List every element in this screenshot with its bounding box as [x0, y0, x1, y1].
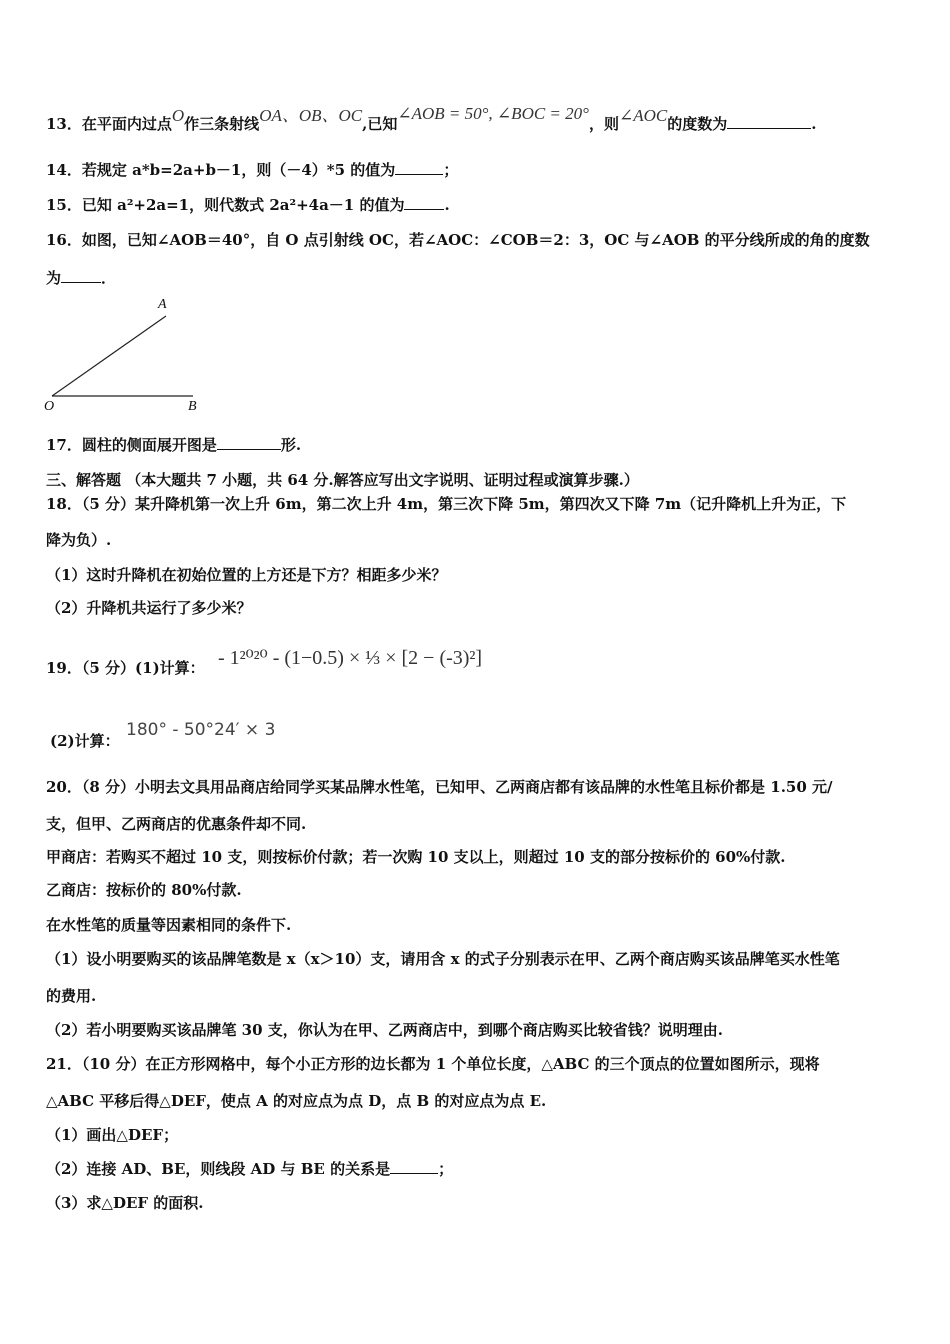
given-angles-formula: ∠AOB = 50°, ∠BOC = 20°: [397, 104, 589, 123]
angle-aoc-formula: ∠AOC: [618, 106, 668, 125]
question-21-line1: 21．（10 分）在正方形网格中，每个小正方形的边长都为 1 个单位长度，△ABC 的三个顶点的位置如图所示，现将: [46, 1055, 820, 1073]
q13-number: 13．: [46, 115, 82, 133]
label-o: O: [44, 399, 55, 414]
question-15: 15．已知 a²+2a=1，则代数式 2a²+4a－1 的值为 .: [46, 196, 450, 214]
question-16-line1: 16．如图，已知∠AOB＝40°，自 O 点引射线 OC，若∠AOC：∠COB＝2：3，OC 与∠AOB 的平分线所成的角的度数: [46, 231, 870, 249]
answer-blank[interactable]: [217, 435, 281, 450]
question-18-sub1: （1）这时升降机在初始位置的上方还是下方？相距多少米？: [46, 566, 447, 584]
question-18-line2: 降为负）.: [46, 531, 112, 549]
question-16-line2: 为 ．: [46, 269, 117, 287]
question-18-line1: 18．（5 分）某升降机第一次上升 6m，第二次上升 4m，第三次下降 5m，第四次又下降 7m（记升降机上升为正，下: [46, 495, 847, 513]
question-21-sub3: （3）求△DEF 的面积.: [46, 1194, 204, 1212]
rays-formula: OA、OB、OC: [259, 106, 363, 125]
question-20-line8: （2）若小明要购买该品牌笔 30 支，你认为在甲、乙两商店中，到哪个商店购买比较省钱？说明理由.: [46, 1021, 723, 1039]
question-18-sub2: （2）升降机共运行了多少米？: [46, 599, 252, 617]
answer-blank[interactable]: [390, 1159, 438, 1174]
label-b: B: [188, 399, 197, 414]
question-20-line6: （1）设小明要购买的该品牌笔数是 x（x＞10）支，请用含 x 的式子分别表示在甲、乙两个商店购买该品牌笔买水性笔: [46, 950, 840, 968]
question-20-line4: 乙商店：按标价的 80%付款.: [46, 881, 242, 899]
question-20-line5: 在水性笔的质量等因素相同的条件下.: [46, 916, 292, 934]
question-21-sub1: （1）画出△DEF；: [46, 1126, 179, 1144]
answer-blank[interactable]: [404, 195, 444, 210]
section-3-heading: 三、解答题 （本大题共 7 小题，共 64 分.解答应写出文字说明、证明过程或演算步骤.）: [46, 471, 639, 489]
point-o: O: [171, 106, 185, 125]
angle-aob-figure: [38, 292, 218, 417]
question-13: 13．在平面内过点O作三条射线OA、OB、OC,已知∠AOB = 50°, ∠BOC = 20°，则∠AOC的度数为 .: [46, 104, 817, 133]
question-20-line2: 支，但甲、乙两商店的优惠条件却不同.: [46, 815, 307, 833]
question-20-line7: 的费用.: [46, 987, 97, 1005]
question-20-line3: 甲商店：若购买不超过 10 支，则按标价付款；若一次购 10 支以上，则超过 10 支的部分按标价的 60%付款.: [46, 848, 786, 866]
answer-blank[interactable]: [727, 114, 811, 129]
question-19-label: 19．（5 分）(1)计算：: [46, 659, 205, 677]
ray-oa: [52, 316, 166, 396]
question-14: 14．若规定 a*b=2a+b－1，则（－4）*5 的值为 ；: [46, 161, 459, 179]
expression-2: 180° - 50°24′ × 3: [126, 720, 276, 740]
question-20-line1: 20．（8 分）小明去文具用品商店给同学买某品牌水性笔，已知甲、乙两商店都有该品牌的水性笔且标价都是 1.50 元/: [46, 778, 833, 796]
question-21-sub2: （2）连接 AD、BE，则线段 AD 与 BE 的关系是 ；: [46, 1160, 454, 1178]
question-19-label-2: (2)计算：: [50, 732, 120, 750]
answer-blank[interactable]: [61, 268, 101, 283]
question-21-line2: △ABC 平移后得△DEF，使点 A 的对应点为点 D，点 B 的对应点为点 E.: [46, 1092, 547, 1110]
expression-1: - 1²⁰²⁰ - (1−0.5) × ⅓ × [2 − (-3)²]: [218, 647, 483, 669]
label-a: A: [158, 297, 167, 312]
question-17: 17．圆柱的侧面展开图是 形.: [46, 436, 302, 454]
answer-blank[interactable]: [395, 160, 443, 175]
